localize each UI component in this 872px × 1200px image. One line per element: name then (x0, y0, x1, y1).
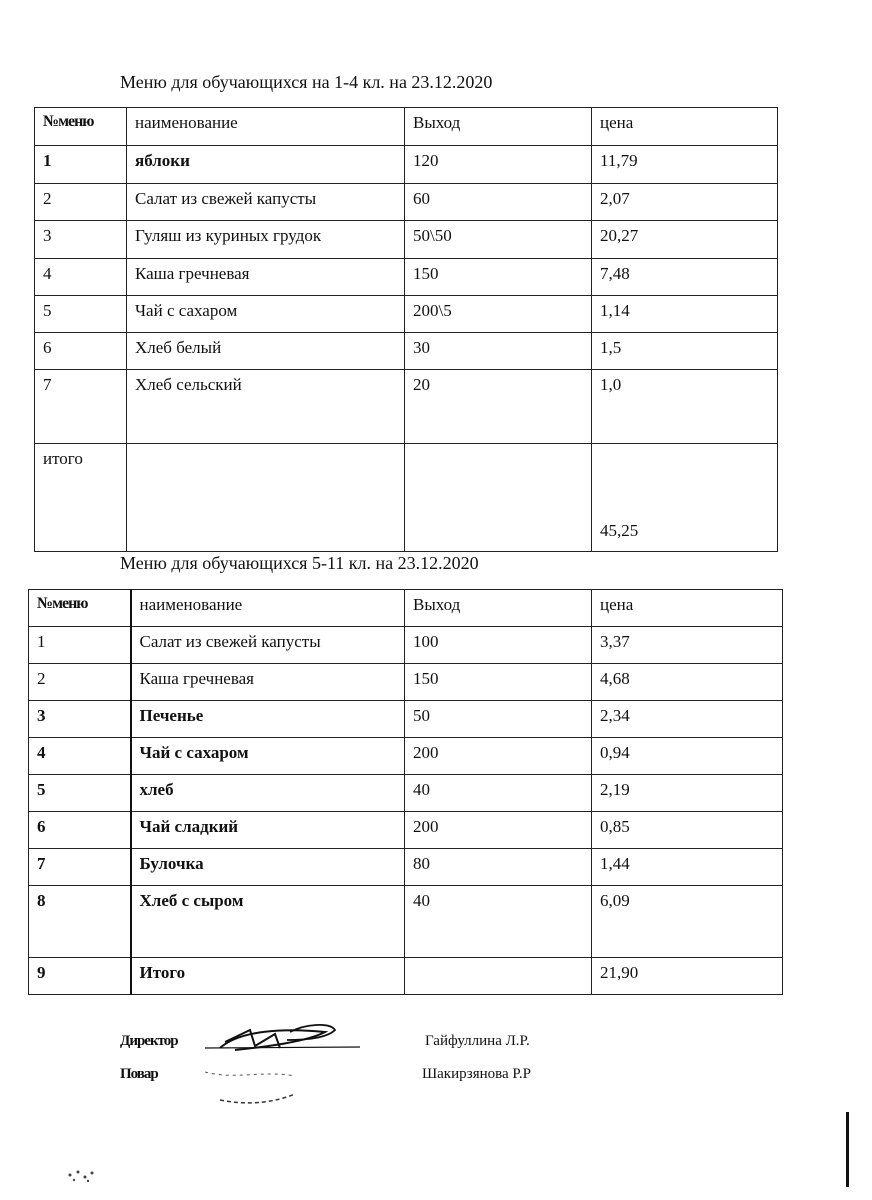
total-value: 21,90 (592, 958, 783, 995)
header-price: цена (592, 108, 778, 146)
cell-name: Чай с сахаром (127, 296, 405, 333)
cell-output: 100 (405, 627, 592, 664)
cell-output: 150 (405, 664, 592, 701)
edge-mark (838, 1112, 858, 1187)
cell-price: 1,44 (592, 849, 783, 886)
menu-table-grades-5-11 (28, 589, 783, 995)
cell-output: 50 (405, 701, 592, 738)
cell-name: Хлеб сельский (127, 370, 405, 444)
cell-name: Хлеб белый (127, 333, 405, 370)
total-row (29, 958, 783, 995)
total-value: 45,25 (592, 444, 778, 552)
cell-price: 11,79 (592, 146, 778, 184)
cell-price: 2,07 (592, 184, 778, 221)
cell-output: 40 (405, 886, 592, 958)
table-row (35, 184, 778, 221)
cook-role: Повар (120, 1066, 158, 1082)
header-menu-no: №меню (29, 590, 131, 627)
table-header-row (35, 108, 778, 146)
cell-output: 120 (405, 146, 592, 184)
cell-output: 20 (405, 370, 592, 444)
director-name: Гайфуллина Л.Р. (425, 1033, 530, 1049)
cell-price: 7,48 (592, 259, 778, 296)
cell-price: 1,14 (592, 296, 778, 333)
table-row (35, 259, 778, 296)
cell-output: 40 (405, 775, 592, 812)
table-row (35, 221, 778, 259)
cell-no: 2 (35, 184, 127, 221)
cell-output: 200 (405, 738, 592, 775)
menu-title-grades-1-4: Меню для обучающихся на 1-4 кл. на 23.12.2020 (120, 72, 493, 92)
cell-name: Салат из свежей капусты (127, 184, 405, 221)
cell-price: 2,34 (592, 701, 783, 738)
cell-price: 3,37 (592, 627, 783, 664)
cell-no: 6 (35, 333, 127, 370)
table-row (35, 370, 778, 444)
header-menu-no: №меню (35, 108, 127, 146)
cell-output: 50\50 (405, 221, 592, 259)
cell-name: Булочка (131, 849, 405, 886)
header-output: Выход (405, 108, 592, 146)
table-row (35, 146, 778, 184)
table-row (35, 296, 778, 333)
cell-no: 5 (29, 775, 131, 812)
total-row (35, 444, 778, 552)
cell-name: Салат из свежей капусты (131, 627, 405, 664)
cell-no: 4 (35, 259, 127, 296)
menu-table-grades-1-4 (34, 107, 778, 552)
signature-scribble (195, 1010, 375, 1120)
cell-price: 20,27 (592, 221, 778, 259)
table-row (29, 775, 783, 812)
cell-output: 200\5 (405, 296, 592, 333)
cell-name: Печенье (131, 701, 405, 738)
cell-no: 3 (35, 221, 127, 259)
header-name: наименование (131, 590, 405, 627)
cell-no: 2 (29, 664, 131, 701)
cell-output: 30 (405, 333, 592, 370)
cell-name: Хлеб с сыром (131, 886, 405, 958)
header-name: наименование (127, 108, 405, 146)
table-row (29, 849, 783, 886)
cell-output: 200 (405, 812, 592, 849)
cell-price: 2,19 (592, 775, 783, 812)
cell-price: 4,68 (592, 664, 783, 701)
cell-no: 4 (29, 738, 131, 775)
cell-name: Гуляш из куриных грудок (127, 221, 405, 259)
total-label: итого (35, 444, 127, 552)
cell-no: 8 (29, 886, 131, 958)
cell-name: Каша гречневая (127, 259, 405, 296)
cell-name (127, 444, 405, 552)
cell-name: Чай сладкий (131, 812, 405, 849)
cell-name: Каша гречневая (131, 664, 405, 701)
table-row (29, 886, 783, 958)
cell-no: 9 (29, 958, 131, 995)
cell-no: 6 (29, 812, 131, 849)
cell-output (405, 444, 592, 552)
cell-no: 7 (35, 370, 127, 444)
cell-no: 1 (29, 627, 131, 664)
cell-price: 1,0 (592, 370, 778, 444)
cell-price: 0,94 (592, 738, 783, 775)
table-row (29, 812, 783, 849)
cook-name: Шакирзянова Р.Р (422, 1066, 531, 1082)
director-role: Директор (120, 1033, 178, 1049)
cell-price: 1,5 (592, 333, 778, 370)
cell-price: 6,09 (592, 886, 783, 958)
table-row (29, 701, 783, 738)
table-row (35, 333, 778, 370)
header-price: цена (592, 590, 783, 627)
cell-output: 60 (405, 184, 592, 221)
table-row (29, 738, 783, 775)
cell-no: 3 (29, 701, 131, 738)
table-row (29, 664, 783, 701)
cell-output (405, 958, 592, 995)
cell-name: хлеб (131, 775, 405, 812)
cell-price: 0,85 (592, 812, 783, 849)
cell-name: Чай с сахаром (131, 738, 405, 775)
cell-no: 1 (35, 146, 127, 184)
total-label: Итого (131, 958, 405, 995)
cell-no: 7 (29, 849, 131, 886)
table-row (29, 627, 783, 664)
cell-no: 5 (35, 296, 127, 333)
header-output: Выход (405, 590, 592, 627)
table-header-row (29, 590, 783, 627)
cell-output: 150 (405, 259, 592, 296)
menu-title-grades-5-11: Меню для обучающихся 5-11 кл. на 23.12.2020 (120, 553, 479, 573)
cell-output: 80 (405, 849, 592, 886)
cell-name: яблоки (127, 146, 405, 184)
corner-smudge (60, 1160, 105, 1185)
